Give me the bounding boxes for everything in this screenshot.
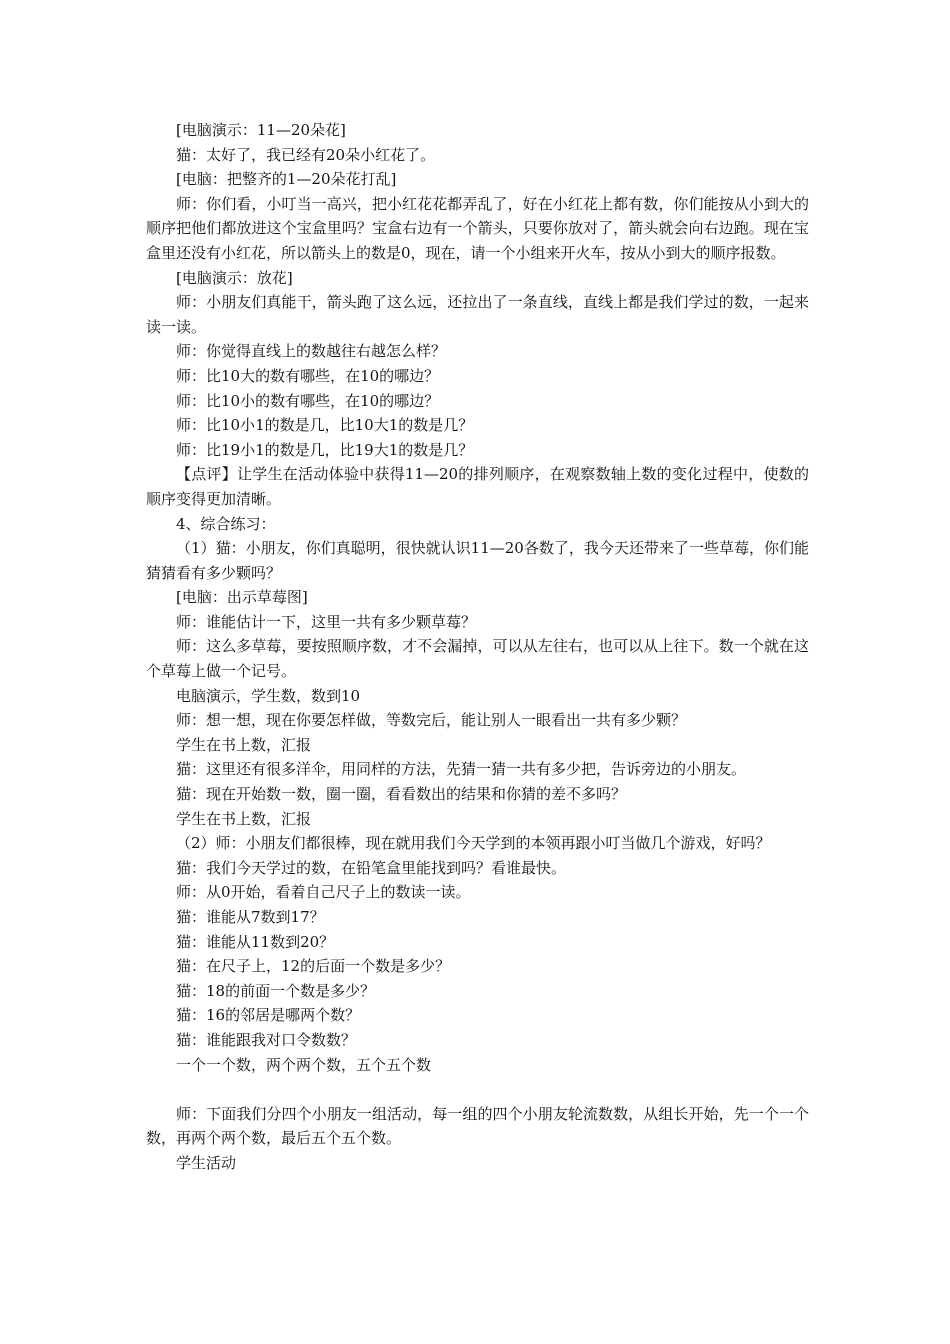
paragraph: （1）猫：小朋友，你们真聪明，很快就认识11—20各数了，我今天还带来了一些草莓，你们能猜猜看有多少颗吗？ bbox=[146, 539, 809, 582]
paragraph: 师：想一想，现在你要怎样做，等数完后，能让别人一眼看出一共有多少颗？ bbox=[176, 711, 687, 730]
paragraph: 师：比10小1的数是几，比10大1的数是几？ bbox=[176, 416, 474, 435]
paragraph: 学生在书上数，汇报 bbox=[176, 735, 312, 754]
paragraph: 猫：16的邻居是哪两个数？ bbox=[176, 1006, 361, 1025]
paragraph: 师：比19小1的数是几，比19大1的数是几？ bbox=[176, 440, 474, 459]
paragraph: [电脑：出示草莓图] bbox=[176, 588, 308, 607]
paragraph: 师：下面我们分四个小朋友一组活动，每一组的四个小朋友轮流数数，从组长开始，先一个一个数，再两个两个数，最后五个五个数。 bbox=[146, 1104, 809, 1148]
paragraph: 学生在书上数，汇报 bbox=[176, 809, 312, 828]
paragraph: 电脑演示，学生数，数到10 bbox=[176, 686, 361, 705]
paragraph: 猫：我们今天学过的数，在铅笔盒里能找到吗？看谁最快。 bbox=[176, 858, 567, 877]
paragraph: 猫：现在开始数一数，圈一圈，看看数出的结果和你猜的差不多吗？ bbox=[176, 785, 627, 804]
paragraph: 猫：谁能跟我对口令数数？ bbox=[176, 1030, 357, 1049]
paragraph: 学生活动 bbox=[176, 1153, 237, 1172]
paragraph: [电脑演示：放花] bbox=[176, 268, 293, 287]
comment-paragraph: 【点评】让学生在活动体验中获得11—20的排列顺序，在观察数轴上数的变化过程中，使数的顺序变得更加清晰。 bbox=[146, 465, 809, 508]
paragraph: 一个一个数，两个两个数，五个五个数 bbox=[176, 1055, 432, 1074]
paragraph: [电脑演示：11—20朵花] bbox=[176, 121, 346, 139]
paragraph: 师：从0开始，看着自己尺子上的数读一读。 bbox=[176, 883, 471, 902]
paragraph: 猫：在尺子上，12的后面一个数是多少？ bbox=[176, 957, 451, 976]
paragraph: 师：比10大的数有哪些，在10的哪边？ bbox=[176, 366, 440, 385]
paragraph: 猫：18的前面一个数是多少？ bbox=[176, 981, 376, 1000]
paragraph: 师：你觉得直线上的数越往右越怎么样？ bbox=[176, 342, 447, 361]
paragraph: 猫：谁能从7数到17？ bbox=[176, 908, 325, 926]
paragraph: 猫：谁能从11数到20？ bbox=[176, 932, 335, 951]
paragraph: [电脑：把整齐的1—20朵花打乱] bbox=[176, 170, 397, 189]
paragraph: 猫：太好了，我已经有20朵小红花了。 bbox=[176, 145, 436, 164]
paragraph: （2）师：小朋友们都很棒，现在就用我们今天学到的本领再跟小叮当做几个游戏，好吗？ bbox=[176, 834, 771, 853]
blank-line bbox=[146, 1077, 809, 1102]
paragraph: 师：谁能估计一下，这里一共有多少颗草莓？ bbox=[176, 612, 477, 631]
paragraph: 猫：这里还有很多洋伞，用同样的方法，先猜一猜一共有多少把，告诉旁边的小朋友。 bbox=[176, 760, 747, 779]
paragraph: 师：比10小的数有哪些，在10的哪边？ bbox=[176, 391, 440, 410]
paragraph: 师：小朋友们真能干，箭头跑了这么远，还拉出了一条直线，直线上都是我们学过的数，一起来读一读。 bbox=[146, 293, 809, 336]
paragraph: 师：你们看，小叮当一高兴，把小红花花都弄乱了，好在小红花上都有数，你们能按从小到大的顺序把他们都放进这个宝盒里吗？宝盒右边有一个箭头，只要你放对了，箭头就会向右边跑。现在宝盒里还没有小红花，所以箭头上的数是0，现在，请一个小组来开火车，按从小到大的顺序报数。 bbox=[146, 194, 809, 262]
paragraph: 师：这么多草莓，要按照顺序数，才不会漏掉，可以从左往右，也可以从上往下。数一个就在这个草莓上做一个记号。 bbox=[146, 637, 809, 681]
section-heading: 4、综合练习： bbox=[176, 514, 276, 533]
document-page bbox=[146, 118, 809, 1176]
